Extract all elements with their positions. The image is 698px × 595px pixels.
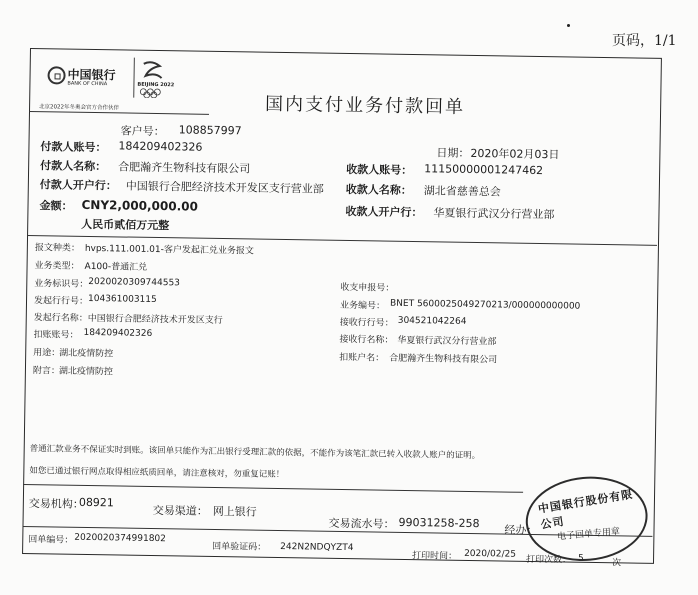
footer-receipt-no-label: 回单编号： (28, 535, 74, 546)
footer-institution-label: 交易机构： (28, 497, 84, 511)
detail-declare-no-label: 收支申报号： (340, 282, 395, 294)
footer-receipt-no-value: 2020020374991802 (74, 532, 167, 545)
date-label: 日期： (436, 146, 470, 160)
amount-label: 金额： (39, 199, 73, 213)
olympic-emblem-icon (139, 60, 165, 82)
detail-recv-bank-name-value: 华夏银行武汉分行营业部 (397, 335, 497, 348)
page-number: 页码，1/1 (612, 33, 677, 49)
payer-name-value: 合肥瀚齐生物科技有限公司 (118, 160, 251, 176)
detail-debit-account-value: 184209402326 (83, 327, 153, 339)
payer-account-label: 付款人账号： (40, 140, 107, 155)
footer-serial-value: 99031258-258 (398, 515, 480, 531)
footer-print-count-unit: 次 (611, 558, 622, 569)
payee-account-label: 收款人账号： (346, 162, 413, 178)
detail-msg-type-label: 报文种类： (34, 243, 80, 254)
footer-verify-code-label: 回单验证码： (212, 541, 267, 553)
payer-bank-value: 中国银行合肥经济技术开发区支行营业部 (125, 179, 324, 196)
detail-send-bank-no-value: 104361003115 (87, 293, 157, 306)
payee-account-value: 11150000001247462 (424, 162, 544, 178)
detail-msg-type-value: hvps.111.001.01-客户发起汇兑业务报文 (84, 243, 254, 257)
ink-dot (567, 24, 570, 27)
footer-print-count-value: 5 (577, 553, 584, 564)
payer-bank-label: 付款人开户行： (39, 178, 117, 193)
footer-serial-label: 交易流水号： (328, 516, 395, 531)
footer-handler-label: 经办： (504, 523, 538, 538)
detail-biz-type-label: 业务类型： (34, 261, 80, 272)
customer-no-value: 108857997 (178, 123, 242, 138)
footer-channel-value: 网上银行 (212, 504, 257, 519)
amount-words: 人民币贰佰万元整 (81, 217, 170, 233)
stamp-text: 中国银行股份有限公司 (537, 487, 635, 532)
date-value: 2020年02月03日 (470, 146, 560, 162)
receipt-title: 国内支付业务付款回单 (264, 93, 466, 118)
footer-print-time-label: 打印时间： (411, 551, 458, 562)
detail-recv-bank-no-value: 304521042264 (397, 315, 467, 327)
payer-account-value: 184209402326 (118, 139, 203, 154)
customer-no-label: 客户号： (120, 124, 165, 139)
payee-name-label: 收款人名称： (345, 182, 412, 198)
payee-bank-label: 收款人开户行： (345, 204, 423, 220)
footer-print-time-value: 2020/02/25 (464, 548, 517, 560)
detail-recv-bank-no-label: 接收行行号： (339, 317, 394, 329)
payer-name-label: 付款人名称： (40, 159, 107, 174)
detail-remark-label: 附言： (32, 366, 61, 377)
payee-bank-value: 华夏银行武汉分行营业部 (433, 206, 555, 222)
bank-name-en: BANK OF CHINA (67, 80, 108, 88)
receipt-sheet (22, 48, 670, 593)
detail-send-bank-no-label: 发起行行号： (33, 296, 89, 307)
amount-value: CNY2,000,000.00 (81, 197, 199, 214)
sponsor-text: BEIJING 2022 (137, 81, 175, 89)
detail-purpose-label: 用途： (33, 348, 61, 359)
detail-biz-id-label: 业务标识号： (34, 279, 89, 290)
detail-debit-account-label: 扣账账号： (33, 330, 79, 341)
detail-send-bank-name-value: 中国银行合肥经济技术开发区支行 (87, 313, 223, 327)
detail-biz-type-value: A100-普通汇兑 (84, 261, 148, 273)
detail-purpose-value: 湖北疫情防控 (59, 348, 114, 360)
detail-biz-id-value: 2020020309744553 (88, 276, 181, 289)
olympic-rings-icon (139, 88, 161, 98)
detail-recv-bank-name-label: 接收行名称： (339, 334, 394, 346)
detail-debit-name-value: 合肥瀚齐生物科技有限公司 (389, 353, 498, 366)
detail-biz-no-value: BNET 5600025049270213/000000000000 (389, 298, 581, 312)
detail-send-bank-name-label: 发起行名称： (33, 313, 88, 324)
detail-biz-no-label: 业务编号： (339, 300, 386, 312)
footer-verify-code-value: 242N2NDQYZT4 (280, 541, 354, 554)
notice-line-1: 普通汇款业务不保证实时到账。该回单只能作为汇出银行受理汇款的依据，不能作为该笔汇款已转入收款人账户的证明。 (29, 444, 481, 462)
stamp-subtitle: 电子回单专用章 (556, 526, 621, 543)
footer-print-count-label: 打印次数： (525, 554, 572, 566)
notice-line-2: 如您已通过银行网点取得相应纸质回单，请注意核对，勿重复记账！ (29, 466, 285, 481)
bank-name-cn: 中国银行 (67, 67, 116, 83)
detail-debit-name-label: 扣账户名： (339, 352, 385, 364)
payee-name-value: 湖北省慈善总会 (423, 184, 501, 199)
footer-channel-label: 交易渠道： (152, 503, 208, 518)
sponsor-slogan: 北京2022年冬奥会官方合作伙伴 (39, 104, 120, 112)
detail-remark-value: 湖北疫情防控 (58, 366, 114, 378)
footer-institution-value: 08921 (78, 495, 114, 510)
